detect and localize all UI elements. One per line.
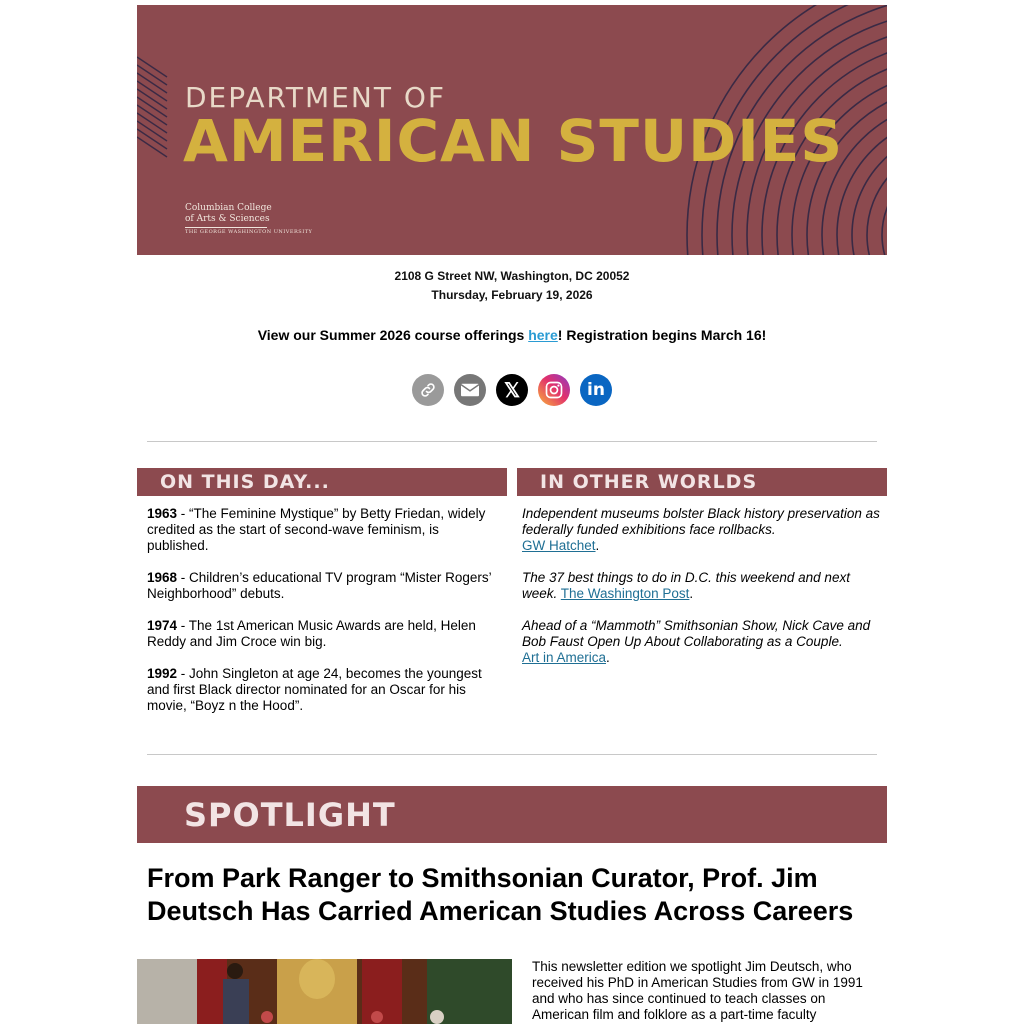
event-text: - Children’s educational TV program “Mister Rogers’ Neighborhood” debuts. bbox=[147, 570, 492, 601]
list-item bbox=[147, 618, 502, 650]
event-text: - The 1st American Music Awards are held, Helen Reddy and Jim Croce win big. bbox=[147, 618, 476, 649]
on-this-day-header bbox=[137, 468, 507, 496]
banner-title-line2: AMERICAN STUDIES bbox=[183, 107, 844, 175]
list-item bbox=[522, 570, 880, 602]
address: 2108 G Street NW, Washington, DC 20052 bbox=[394, 269, 630, 283]
linkedin-icon: in bbox=[587, 380, 605, 400]
news-source-link[interactable]: The Washington Post bbox=[560, 586, 690, 601]
offer-text-before: View our Summer 2026 course offerings bbox=[257, 327, 529, 343]
divider bbox=[147, 441, 877, 442]
banner-title-line1: DEPARTMENT OF bbox=[185, 81, 446, 114]
course-offerings-link[interactable]: here bbox=[528, 327, 558, 343]
spotlight-photo bbox=[137, 959, 512, 1024]
spotlight-headline: From Park Ranger to Smithsonian Curator, Prof. Jim Deutsch Has Carried American Studies Across Careers bbox=[147, 863, 854, 926]
mail-icon bbox=[461, 383, 479, 397]
spotlight-body: This newsletter edition we spotlight Jim Deutsch, who received his PhD in American Studies from GW in 1991 and who has since continued to teach classes on American film and folklore as a part-time faculty bbox=[532, 959, 863, 1022]
news-source-after: . bbox=[606, 650, 610, 665]
news-headline: Ahead of a “Mammoth” Smithsonian Show, Nick Cave and Bob Faust Open Up About Collaborating as a Couple. bbox=[522, 618, 871, 649]
website-link-button[interactable] bbox=[412, 374, 444, 406]
instagram-icon bbox=[544, 380, 564, 400]
photo-placeholder bbox=[137, 959, 512, 1024]
date: Thursday, February 19, 2026 bbox=[431, 288, 593, 302]
event-year: 1968 bbox=[147, 570, 178, 585]
in-other-worlds-list bbox=[522, 506, 880, 682]
spotlight-header bbox=[137, 786, 887, 843]
on-this-day-list bbox=[147, 506, 502, 730]
on-this-day-title: ON THIS DAY... bbox=[160, 471, 330, 493]
list-item bbox=[147, 570, 502, 602]
divider bbox=[147, 754, 877, 755]
list-item bbox=[147, 506, 502, 554]
college-logo bbox=[185, 203, 312, 236]
instagram-button[interactable] bbox=[538, 374, 570, 406]
event-text: - John Singleton at age 24, becomes the youngest and first Black director nominated for an Oscar for his movie, “Boyz n the Hood”. bbox=[147, 666, 482, 713]
news-source-link[interactable]: Art in America bbox=[522, 650, 607, 665]
college-logo-line2: of Arts & Sciences bbox=[185, 214, 270, 224]
linkedin-button[interactable] bbox=[580, 374, 612, 406]
event-text: - “The Feminine Mystique” by Betty Friedan, widely credited as the start of second-wave feminism, is published. bbox=[147, 506, 486, 553]
college-logo-line1: Columbian College bbox=[185, 203, 272, 213]
link-icon bbox=[419, 381, 437, 399]
event-year: 1974 bbox=[147, 618, 178, 633]
list-item bbox=[147, 666, 502, 714]
x-icon: 𝕏 bbox=[503, 379, 521, 402]
in-other-worlds-title: IN OTHER WORLDS bbox=[540, 471, 758, 493]
email-button[interactable] bbox=[454, 374, 486, 406]
header-banner bbox=[137, 5, 887, 255]
course-offerings-notice bbox=[0, 327, 1024, 343]
list-item bbox=[522, 618, 880, 666]
x-twitter-button[interactable] bbox=[496, 374, 528, 406]
spotlight-title: SPOTLIGHT bbox=[184, 796, 396, 834]
news-headline: The 37 best things to do in D.C. this weekend and next week. bbox=[522, 570, 850, 601]
college-logo-university: THE GEORGE WASHINGTON UNIVERSITY bbox=[185, 229, 313, 235]
offer-text-after: ! Registration begins March 16! bbox=[557, 327, 767, 343]
news-headline: Independent museums bolster Black history preservation as federally funded exhibitions face rollbacks. bbox=[522, 506, 880, 537]
news-source-after: . bbox=[689, 586, 694, 601]
news-source-after: . bbox=[595, 538, 600, 553]
event-year: 1963 bbox=[147, 506, 178, 521]
list-item bbox=[522, 506, 880, 554]
news-source-link[interactable]: GW Hatchet bbox=[522, 538, 596, 553]
in-other-worlds-header bbox=[517, 468, 887, 496]
event-year: 1992 bbox=[147, 666, 178, 681]
